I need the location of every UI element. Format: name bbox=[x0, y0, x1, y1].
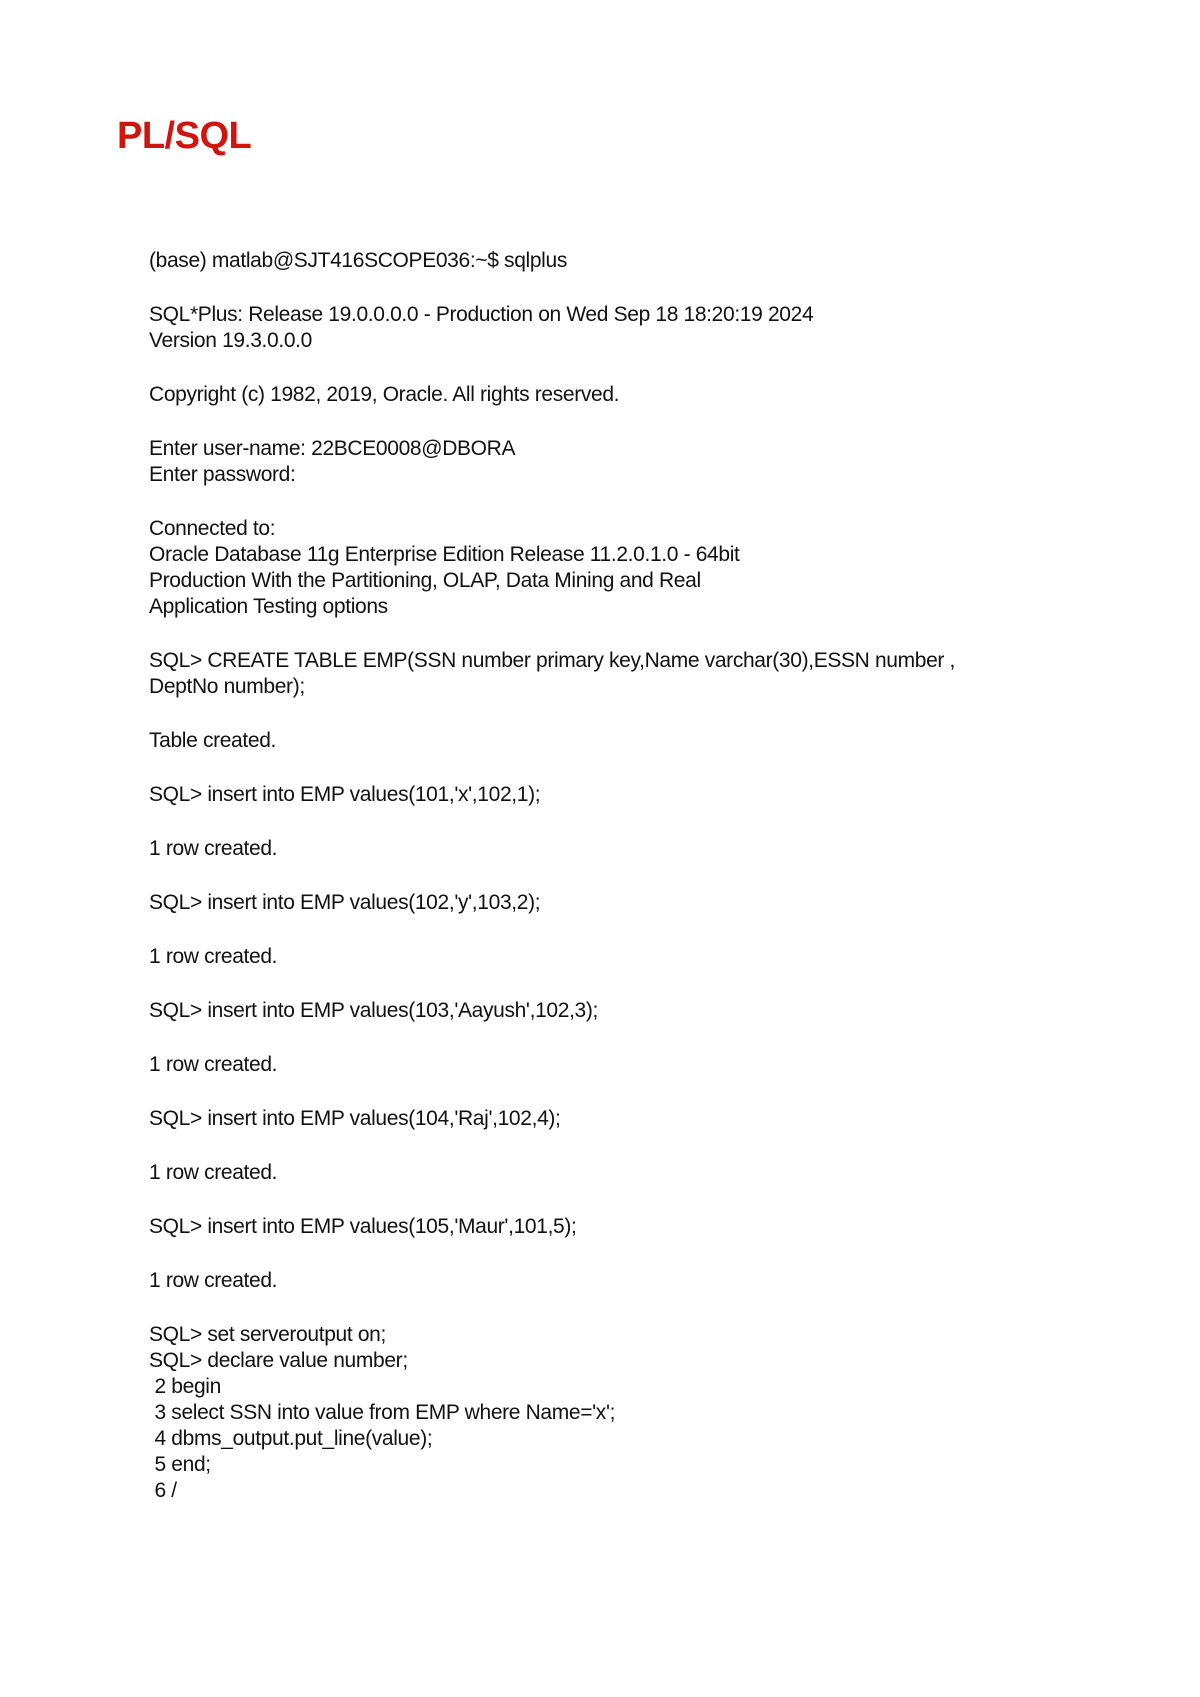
transcript-line: 5 end; bbox=[149, 1453, 211, 1476]
transcript-block bbox=[149, 1214, 1109, 1240]
block-spacer bbox=[149, 1240, 1109, 1268]
transcript-line: SQL> declare value number; bbox=[149, 1349, 408, 1372]
transcript-line: Application Testing options bbox=[149, 595, 388, 618]
transcript-block bbox=[149, 302, 1109, 354]
transcript-block bbox=[149, 516, 1109, 620]
transcript-line: SQL> insert into EMP values(102,'y',103,2); bbox=[149, 891, 541, 914]
transcript-line: SQL> set serveroutput on; bbox=[149, 1323, 386, 1346]
transcript-line: SQL*Plus: Release 19.0.0.0.0 - Production on Wed Sep 18 18:20:19 2024 bbox=[149, 303, 814, 326]
transcript-line: 3 select SSN into value from EMP where Name='x'; bbox=[149, 1401, 616, 1424]
transcript-block bbox=[149, 436, 1109, 488]
transcript-block bbox=[149, 782, 1109, 808]
transcript-line: 1 row created. bbox=[149, 945, 278, 968]
block-spacer bbox=[149, 620, 1109, 648]
transcript-line: 1 row created. bbox=[149, 1053, 278, 1076]
transcript-block bbox=[149, 836, 1109, 862]
transcript-line: SQL> insert into EMP values(101,'x',102,1); bbox=[149, 783, 541, 806]
transcript-block bbox=[149, 1160, 1109, 1186]
block-spacer bbox=[149, 1186, 1109, 1214]
transcript-block bbox=[149, 248, 1109, 274]
transcript-line: Production With the Partitioning, OLAP, Data Mining and Real bbox=[149, 569, 701, 592]
transcript-line: Enter password: bbox=[149, 463, 296, 486]
block-spacer bbox=[149, 1294, 1109, 1322]
block-spacer bbox=[149, 354, 1109, 382]
block-spacer bbox=[149, 862, 1109, 890]
transcript-line: 1 row created. bbox=[149, 1269, 278, 1292]
transcript-block bbox=[149, 1052, 1109, 1078]
block-spacer bbox=[149, 488, 1109, 516]
block-spacer bbox=[149, 970, 1109, 998]
transcript-block bbox=[149, 648, 1109, 700]
transcript-line: SQL> insert into EMP values(104,'Raj',102,4); bbox=[149, 1107, 561, 1130]
transcript-line: 1 row created. bbox=[149, 837, 278, 860]
transcript-block bbox=[149, 1268, 1109, 1294]
transcript-line: 2 begin bbox=[149, 1375, 221, 1398]
transcript-line: 4 dbms_output.put_line(value); bbox=[149, 1427, 433, 1450]
transcript-block bbox=[149, 998, 1109, 1024]
transcript-line: Copyright (c) 1982, 2019, Oracle. All rights reserved. bbox=[149, 383, 620, 406]
transcript-line: SQL> insert into EMP values(103,'Aayush',102,3); bbox=[149, 999, 599, 1022]
transcript-line: SQL> insert into EMP values(105,'Maur',101,5); bbox=[149, 1215, 577, 1238]
block-spacer bbox=[149, 408, 1109, 436]
transcript-block bbox=[149, 1106, 1109, 1132]
terminal-transcript bbox=[149, 248, 1109, 1504]
block-spacer bbox=[149, 274, 1109, 302]
transcript-line: Enter user-name: 22BCE0008@DBORA bbox=[149, 437, 516, 460]
block-spacer bbox=[149, 754, 1109, 782]
block-spacer bbox=[149, 1024, 1109, 1052]
transcript-line: 1 row created. bbox=[149, 1161, 278, 1184]
transcript-line: (base) matlab@SJT416SCOPE036:~$ sqlplus bbox=[149, 249, 567, 272]
block-spacer bbox=[149, 700, 1109, 728]
transcript-block bbox=[149, 728, 1109, 754]
transcript-block bbox=[149, 1322, 1109, 1504]
transcript-line: Version 19.3.0.0.0 bbox=[149, 329, 312, 352]
transcript-block bbox=[149, 890, 1109, 916]
document-title: PL/SQL bbox=[117, 115, 252, 157]
transcript-block bbox=[149, 382, 1109, 408]
block-spacer bbox=[149, 1132, 1109, 1160]
block-spacer bbox=[149, 1078, 1109, 1106]
transcript-line: DeptNo number); bbox=[149, 675, 305, 698]
transcript-line: 6 / bbox=[149, 1479, 177, 1502]
transcript-line: SQL> CREATE TABLE EMP(SSN number primary key,Name varchar(30),ESSN number , bbox=[149, 649, 956, 672]
block-spacer bbox=[149, 808, 1109, 836]
transcript-line: Connected to: bbox=[149, 517, 276, 540]
transcript-block bbox=[149, 944, 1109, 970]
block-spacer bbox=[149, 916, 1109, 944]
transcript-line: Oracle Database 11g Enterprise Edition Release 11.2.0.1.0 - 64bit bbox=[149, 543, 740, 566]
transcript-line: Table created. bbox=[149, 729, 277, 752]
